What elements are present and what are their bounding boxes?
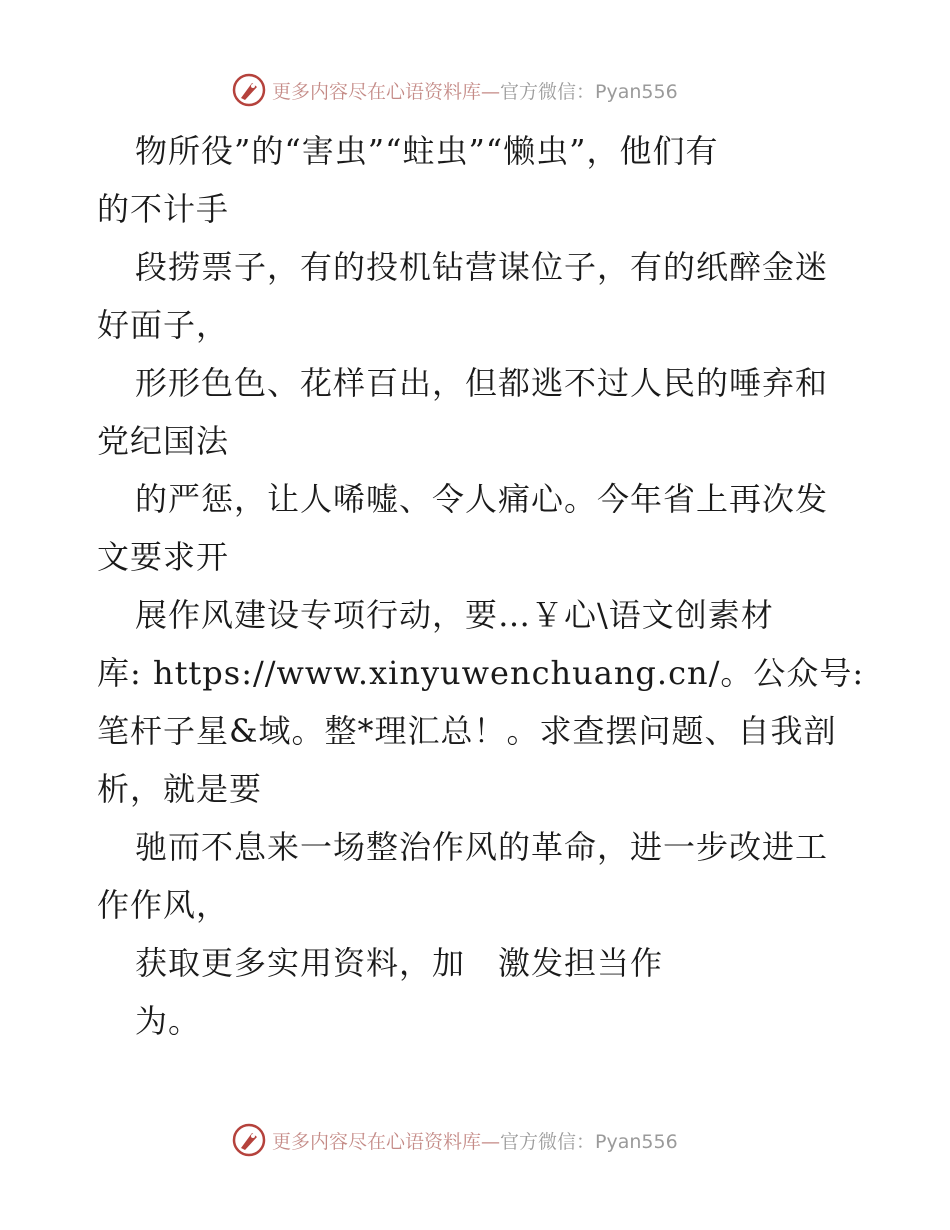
text-line: 段捞票子，有的投机钻营谋位子，有的纸醉金迷	[135, 248, 829, 286]
text-line: 作作风，	[97, 886, 230, 924]
text-line: 的严惩，让人唏嘘、令人痛心。今年省上再次发	[135, 480, 829, 518]
text-line: 获取更多实用资料，加 激发担当作	[135, 944, 664, 982]
header-banner	[232, 72, 712, 108]
banner-library-text: 更多内容尽在心语资料库—	[272, 1130, 501, 1153]
footer-banner	[232, 1122, 712, 1158]
text-line: 党纪国法	[97, 422, 230, 460]
pen-nib-logo-icon	[232, 73, 266, 107]
banner-wechat-text: 官方微信：Pyan556	[500, 80, 678, 103]
text-line: 析，就是要	[97, 770, 263, 808]
text-line: 展作风建设专项行动，要…￥心\语文创素材	[135, 596, 774, 634]
banner-library-text: 更多内容尽在心语资料库—	[272, 80, 501, 103]
text-line: 笔杆子星&域。整*理汇总！。求查摆问题、自我剖	[97, 712, 837, 750]
text-line: 好面子，	[97, 306, 230, 344]
text-line: 库: https://www.xinyuwenchuang.cn/。公众号:	[97, 654, 865, 692]
text-line: 形形色色、花样百出，但都逃不过人民的唾弃和	[135, 364, 829, 402]
banner-wechat-text: 官方微信：Pyan556	[500, 1130, 678, 1153]
document-body	[97, 122, 865, 1050]
text-line: 为。	[135, 1002, 202, 1040]
pen-nib-logo-icon	[232, 1123, 266, 1157]
text-line: 驰而不息来一场整治作风的革命，进一步改进工	[135, 828, 829, 866]
text-line: 物所役”的“害虫”“蛀虫”“懒虫”，他们有	[135, 132, 719, 170]
text-line: 文要求开	[97, 538, 230, 576]
text-line: 的不计手	[97, 190, 230, 228]
